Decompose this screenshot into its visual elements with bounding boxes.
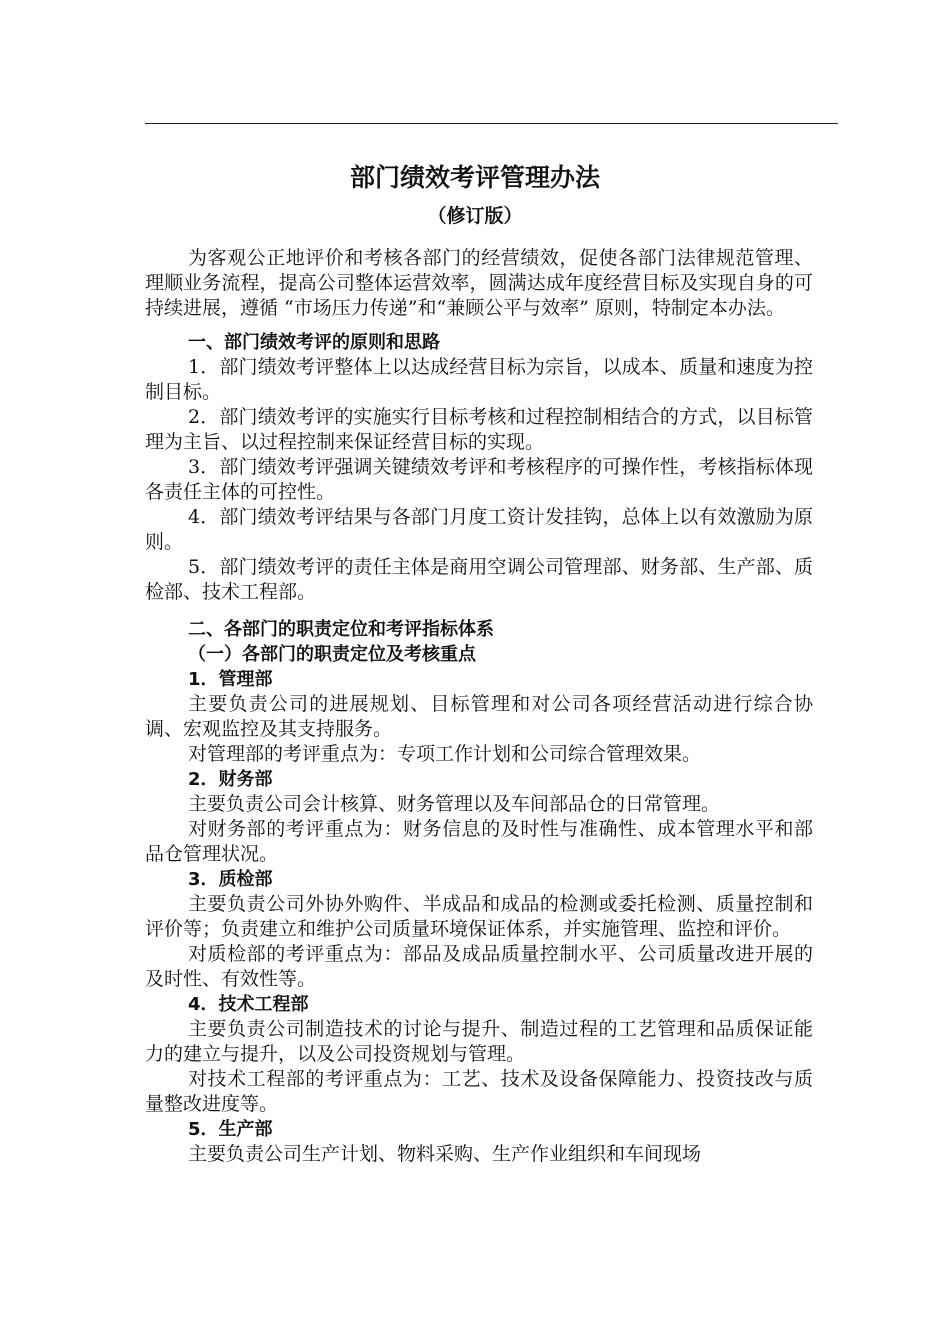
department-heading: 2．财务部 xyxy=(188,769,273,790)
document-subtitle: （修订版） xyxy=(427,205,523,227)
section-heading-1: 一、部门绩效考评的原则和思路 xyxy=(188,332,440,353)
subsection-heading: （一）各部门的职责定位及考核重点 xyxy=(188,644,476,665)
department-duty: 主要负责公司外协外购件、半成品和成品的检测或委托检测、质量控制和评价等；负责建立和维护公司质量环境保证体系，并实施管理、监控和评价。 xyxy=(145,893,813,940)
department-heading: 3．质检部 xyxy=(188,869,273,890)
section1-item: 3．部门绩效考评强调关键绩效考评和考核程序的可操作性，考核指标体现各责任主体的可控性。 xyxy=(145,456,813,503)
department-heading: 4．技术工程部 xyxy=(188,994,309,1015)
intro-paragraph: 为客观公正地评价和考核各部门的经营绩效，促使各部门法律规范管理、理顺业务流程，提高公司整体运营效率，圆满达成年度经营目标及实现自身的可持续进展，遵循 “市场压力传递”和“兼顾公平与效率” 原则，特制定本办法。 xyxy=(145,247,813,319)
department-heading: 1．管理部 xyxy=(188,669,273,690)
department-duty: 主要负责公司制造技术的讨论与提升、制造过程的工艺管理和品质保证能力的建立与提升，以及公司投资规划与管理。 xyxy=(145,1018,813,1065)
department-focus: 对质检部的考评重点为：部品及成品质量控制水平、公司质量改进开展的及时性、有效性等。 xyxy=(145,943,813,990)
section1-item: 4．部门绩效考评结果与各部门月度工资计发挂钩，总体上以有效激励为原则。 xyxy=(145,506,813,553)
section1-item: 2．部门绩效考评的实施实行目标考核和过程控制相结合的方式，以目标管理为主旨、以过程控制来保证经营目标的实现。 xyxy=(145,406,813,453)
department-focus: 对技术工程部的考评重点为：工艺、技术及设备保障能力、投资技改与质量整改进度等。 xyxy=(145,1068,813,1115)
document-title: 部门绩效考评管理办法 xyxy=(349,163,600,192)
department-focus: 对财务部的考评重点为：财务信息的及时性与准确性、成本管理水平和部品仓管理状况。 xyxy=(145,818,813,865)
department-duty: 主要负责公司生产计划、物料采购、生产作业组织和车间现场 xyxy=(188,1143,702,1165)
section1-item: 5．部门绩效考评的责任主体是商用空调公司管理部、财务部、生产部、质检部、技术工程部。 xyxy=(145,556,813,603)
department-duty: 主要负责公司的进展规划、目标管理和对公司各项经营活动进行综合协调、宏观监控及其支持服务。 xyxy=(145,693,813,740)
department-focus: 对管理部的考评重点为：专项工作计划和公司综合管理效果。 xyxy=(188,743,702,765)
department-heading: 5．生产部 xyxy=(188,1119,273,1140)
document-body xyxy=(145,246,813,1167)
department-duty: 主要负责公司会计核算、财务管理以及车间部品仓的日常管理。 xyxy=(188,793,721,815)
header-rule xyxy=(145,123,838,124)
section-heading-2: 二、各部门的职责定位和考评指标体系 xyxy=(188,619,494,640)
section1-item: 1．部门绩效考评整体上以达成经营目标为宗旨，以成本、质量和速度为控制目标。 xyxy=(145,356,813,403)
